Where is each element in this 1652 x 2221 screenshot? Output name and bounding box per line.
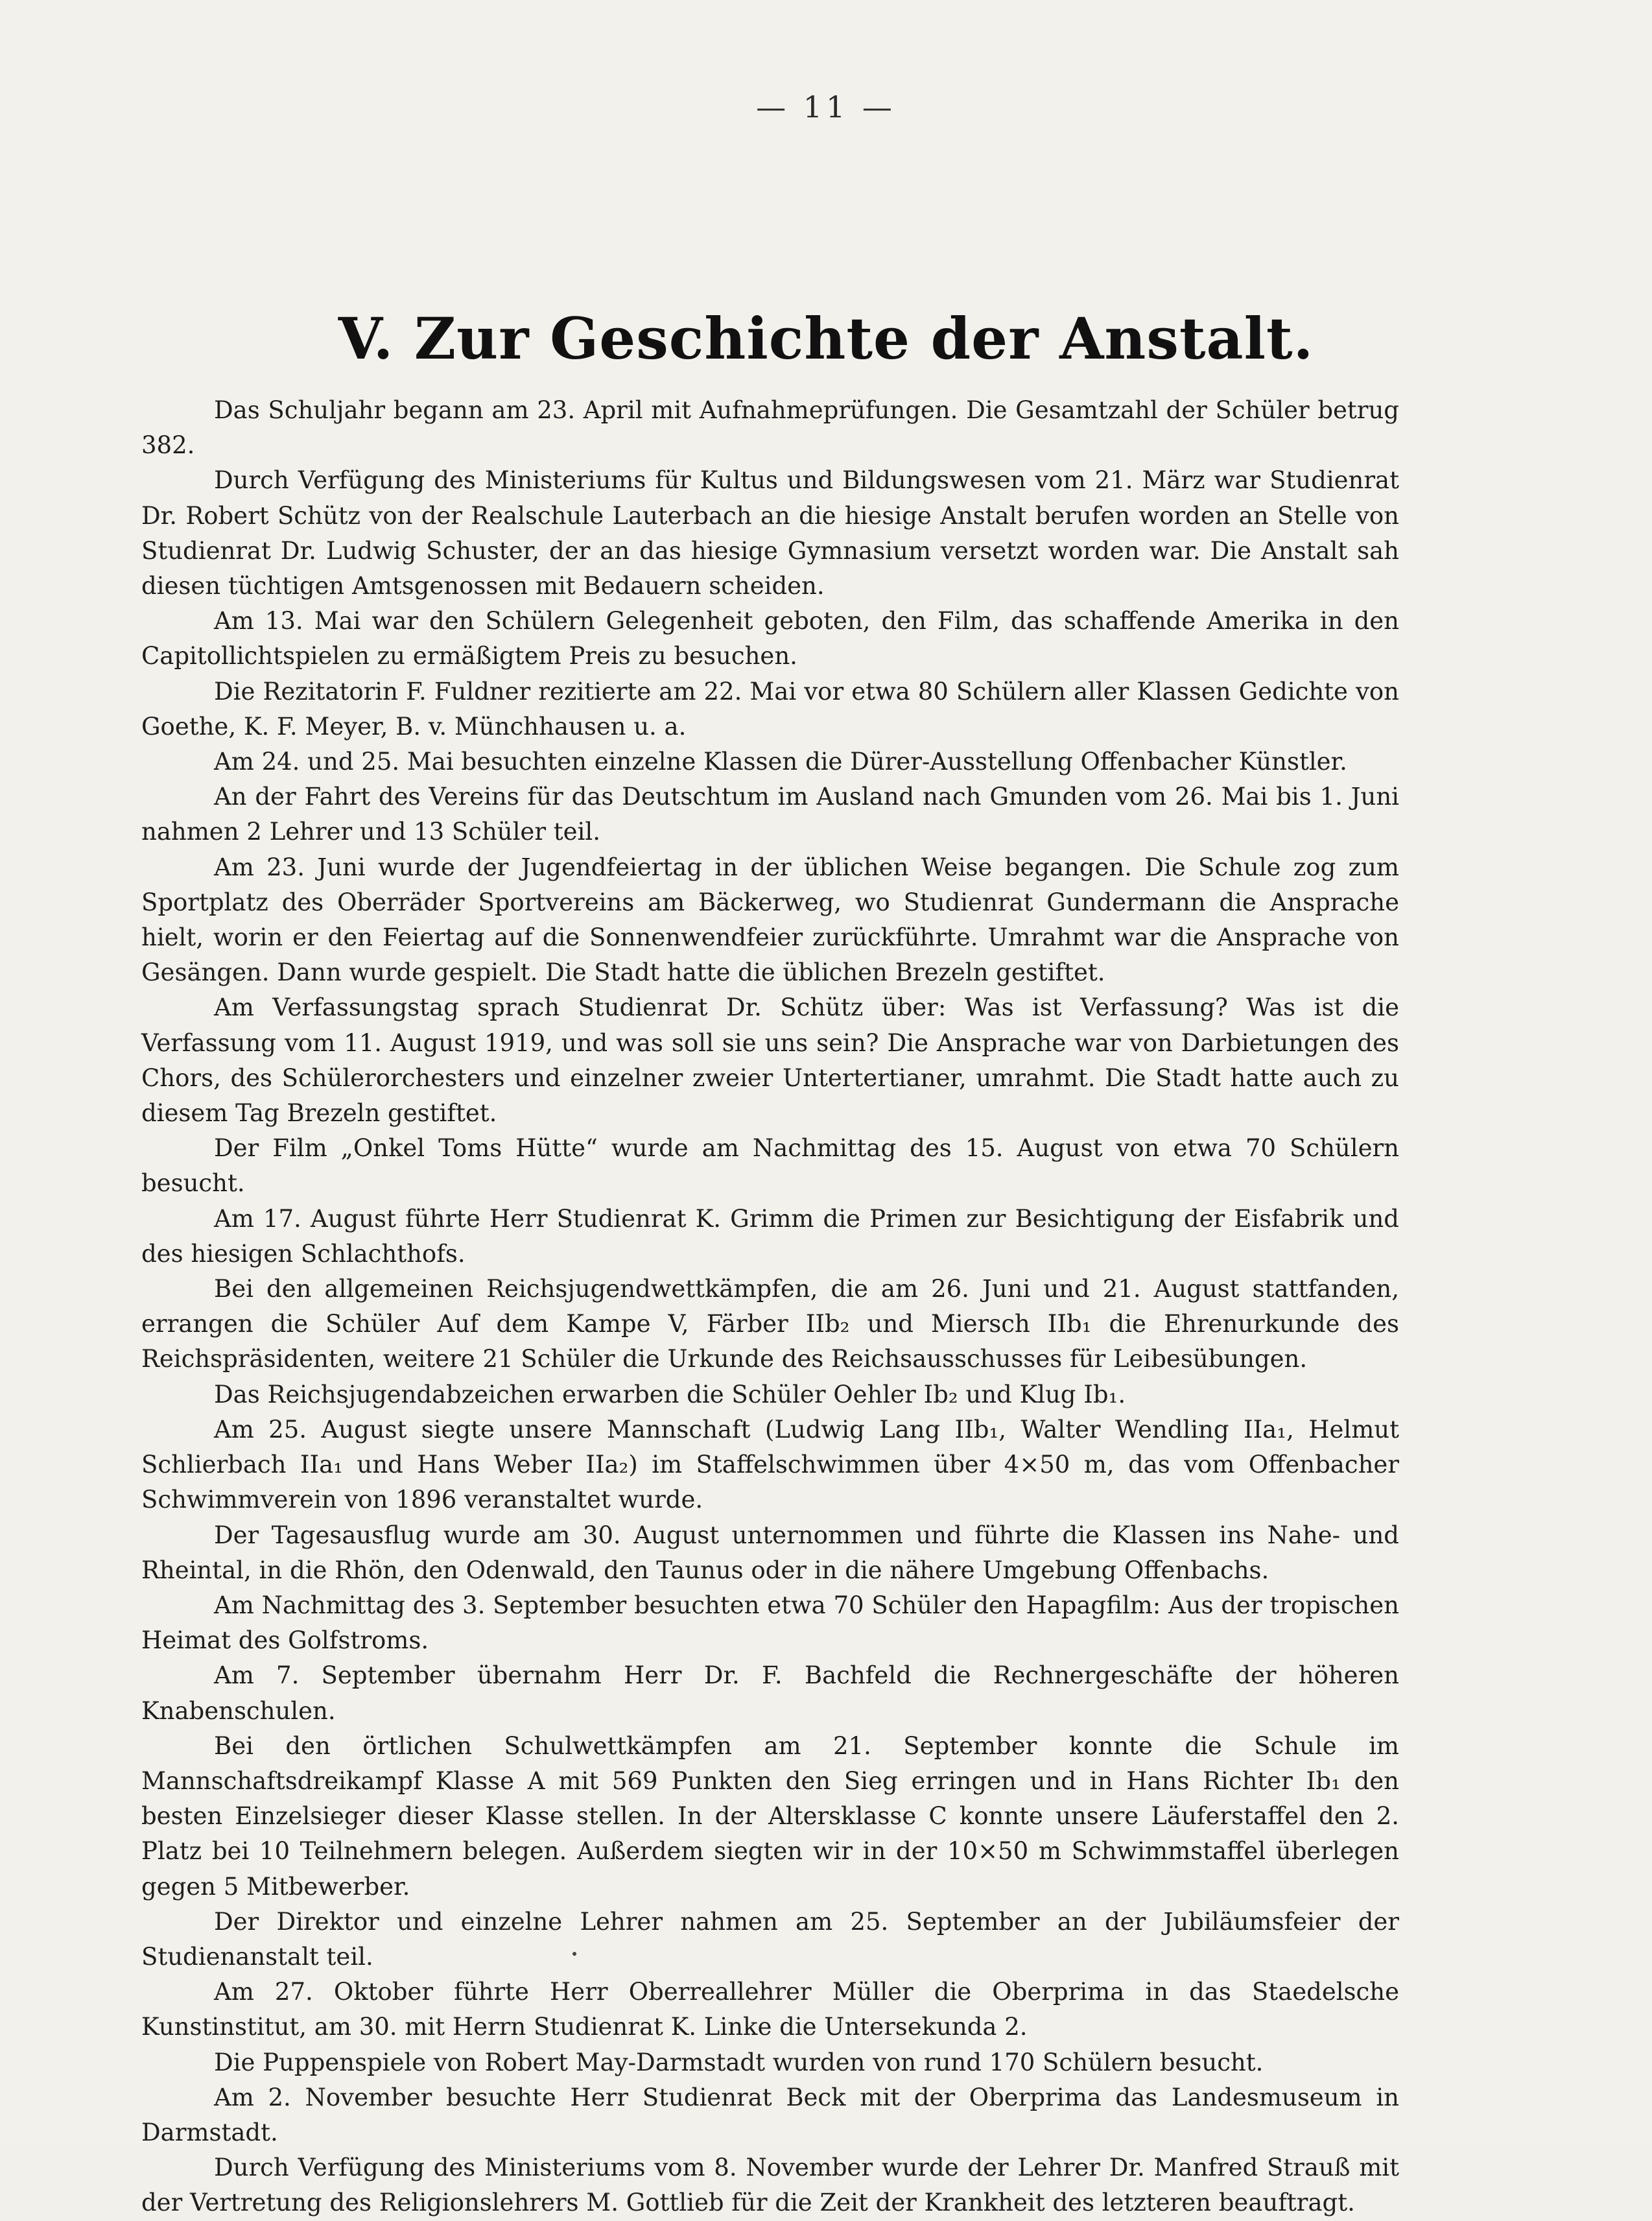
paragraph: Der Film „Onkel Toms Hütte“ wurde am Nachmittag des 15. August von etwa 70 Schülern besucht.	[141, 1134, 1399, 1198]
paragraph: Der Direktor und einzelne Lehrer nahmen am 25. September an der Jubiläumsfeier der Studienanstalt teil.	[141, 1907, 1399, 1971]
paragraph: Das Schuljahr begann am 23. April mit Aufnahmeprüfungen. Die Gesamtzahl der Schüler betrug 382.	[141, 396, 1399, 460]
paragraph: Die Rezitatorin F. Fuldner rezitierte am 22. Mai vor etwa 80 Schülern aller Klassen Gedichte von Goethe, K. F. Meyer, B. v. Münchhausen u. a.	[141, 677, 1399, 741]
body-text	[141, 393, 1399, 2221]
stray-mark	[572, 1952, 576, 1956]
section-heading: V. Zur Geschichte der Anstalt.	[338, 305, 1314, 372]
paragraph: Die Puppenspiele von Robert May-Darmstadt wurden von rund 170 Schülern besucht.	[214, 2048, 1264, 2076]
paragraph: Am 13. Mai war den Schülern Gelegenheit geboten, den Film, das schaffende Amerika in den Capitollichtspielen zu ermäßigtem Preis zu besuchen.	[141, 607, 1399, 671]
paragraph: Am 25. August siegte unsere Mannschaft (Ludwig Lang IIb₁, Walter Wendling IIa₁, Helmut Schlierbach IIa₁ und Hans Weber IIa₂) im Staffelschwimmen über 4×50 m, das vom Offenbacher Schwimmverein von 1896 veranstaltet wurde.	[141, 1415, 1399, 1514]
paragraph: Am 2. November besuchte Herr Studienrat Beck mit der Oberprima das Landesmuseum in Darmstadt.	[141, 2083, 1399, 2146]
paragraph: Am 23. Juni wurde der Jugendfeiertag in der üblichen Weise begangen. Die Schule zog zum Sportplatz des Oberräder Sportvereins am Bäckerweg, wo Studienrat Gundermann die Ansprache hielt, worin er den Feiertag auf die Sonnenwendfeier zurückführte. Umrahmt war die Ansprache von Gesängen. Dann wurde gespielt. Die Stadt hatte die üblichen Brezeln gestiftet.	[141, 853, 1399, 987]
paragraph: Am Nachmittag des 3. September besuchten etwa 70 Schüler den Hapagfilm: Aus der tropischen Heimat des Golfstroms.	[141, 1591, 1399, 1655]
paragraph: Bei den örtlichen Schulwettkämpfen am 21. September konnte die Schule im Mannschaftsdreikampf Klasse A mit 569 Punkten den Sieg erringen und in Hans Richter Ib₁ den besten Einzelsieger dieser Klasse stellen. In der Altersklasse C konnte unsere Läuferstaffel den 2. Platz bei 10 Teilnehmern belegen. Außerdem siegten wir in der 10×50 m Schwimmstaffel überlegen gegen 5 Mitbewerber.	[141, 1731, 1399, 1901]
paragraph: Der Tagesausflug wurde am 30. August unternommen und führte die Klassen ins Nahe- und Rheintal, in die Rhön, den Odenwald, den Taunus oder in die nähere Umgebung Offenbachs.	[141, 1521, 1399, 1584]
paragraph: Am 7. September übernahm Herr Dr. F. Bachfeld die Rechnergeschäfte der höheren Knabenschulen.	[141, 1661, 1399, 1725]
paragraph: Bei den allgemeinen Reichsjugendwettkämpfen, die am 26. Juni und 21. August stattfanden, errangen die Schüler Auf dem Kampe V, Färber IIb₂ und Miersch IIb₁ die Ehrenurkunde des Reichspräsidenten, weitere 21 Schüler die Urkunde des Reichsausschusses für Leibesübungen.	[141, 1275, 1399, 1373]
paragraph: Durch Verfügung des Ministeriums vom 8. November wurde der Lehrer Dr. Manfred Strauß mit der Vertretung des Religionslehrers M. Gottlieb für die Zeit der Krankheit des letzteren beauftragt.	[141, 2154, 1399, 2217]
paragraph: Das Reichsjugendabzeichen erwarben die Schüler Oehler Ib₂ und Klug Ib₁.	[214, 1380, 1126, 1408]
paragraph: Am 17. August führte Herr Studienrat K. Grimm die Primen zur Besichtigung der Eisfabrik und des hiesigen Schlachthofs.	[141, 1204, 1399, 1268]
paragraph: An der Fahrt des Vereins für das Deutschtum im Ausland nach Gmunden vom 26. Mai bis 1. Juni nahmen 2 Lehrer und 13 Schüler teil.	[141, 783, 1399, 846]
page-number: — 11 —	[756, 89, 896, 125]
paragraph: Am Verfassungstag sprach Studienrat Dr. Schütz über: Was ist Verfassung? Was ist die Verfassung vom 11. August 1919, und was soll sie uns sein? Die Ansprache war von Darbietungen des Chors, des Schülerorchesters und einzelner zweier Untertertianer, umrahmt. Die Stadt hatte auch zu diesem Tag Brezeln gestiftet.	[141, 993, 1399, 1128]
paragraph: Am 27. Oktober führte Herr Oberreallehrer Müller die Oberprima in das Staedelsche Kunstinstitut, am 30. mit Herrn Studienrat K. Linke die Untersekunda 2.	[141, 1978, 1399, 2041]
paragraph: Durch Verfügung des Ministeriums für Kultus und Bildungswesen vom 21. März war Studienrat Dr. Robert Schütz von der Realschule Lauterbach an die hiesige Anstalt berufen worden an Stelle von Studienrat Dr. Ludwig Schuster, der an das hiesige Gymnasium versetzt worden war. Die Anstalt sah diesen tüchtigen Amtsgenossen mit Bedauern scheiden.	[141, 466, 1399, 600]
paragraph: Am 24. und 25. Mai besuchten einzelne Klassen die Dürer-Ausstellung Offenbacher Künstler.	[214, 748, 1347, 776]
